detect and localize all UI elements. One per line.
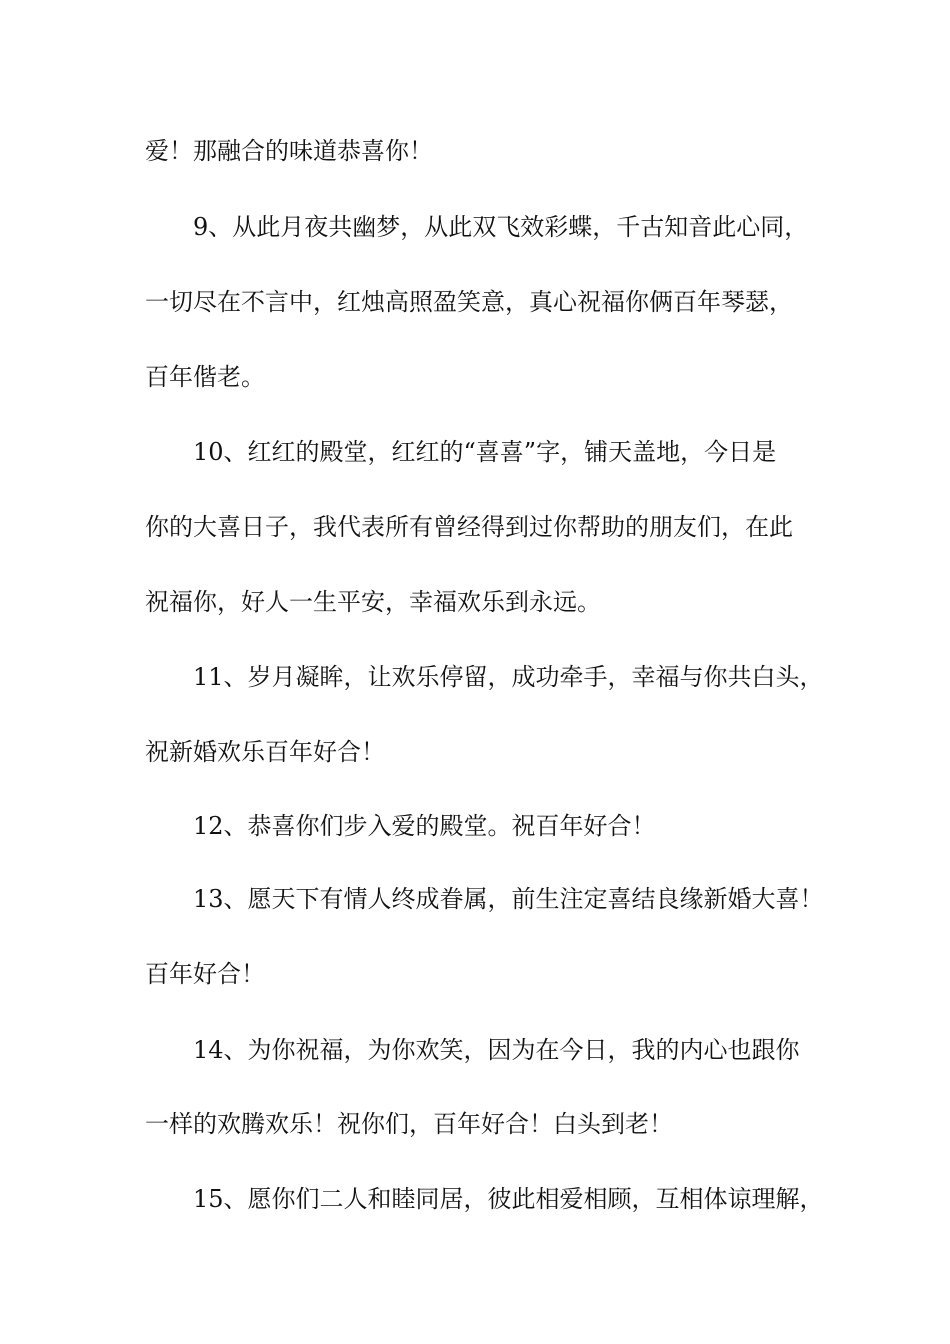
paragraph-15-line: 15、愿你们二人和睦同居，彼此相爱相顾，互相体谅理解， (193, 1185, 824, 1213)
paragraph-9-line: 9、从此月夜共幽梦，从此双飞效彩蝶，千古知音此心同， (193, 213, 809, 241)
text-line: 一切尽在不言中，红烛高照盈笑意，真心祝福你俩百年琴瑟， (145, 288, 793, 316)
text-line: 爱！那融合的味道恭喜你！ (145, 137, 433, 165)
text-line: 百年偕老。 (145, 363, 265, 391)
paragraph-10-line: 10、红红的殿堂，红红的“喜喜”字，铺天盖地，今日是 (193, 438, 777, 466)
text-line: 祝福你，好人一生平安，幸福欢乐到永远。 (145, 588, 601, 616)
text-line: 百年好合！ (145, 960, 265, 988)
paragraph-11-line: 11、岁月凝眸，让欢乐停留，成功牵手，幸福与你共白头， (193, 663, 824, 691)
text-line: 你的大喜日子，我代表所有曾经得到过你帮助的朋友们，在此 (145, 513, 793, 541)
paragraph-14-line: 14、为你祝福，为你欢笑，因为在今日，我的内心也跟你 (193, 1036, 800, 1064)
paragraph-12-line: 12、恭喜你们步入爱的殿堂。祝百年好合！ (193, 812, 656, 840)
paragraph-13-line: 13、愿天下有情人终成眷属，前生注定喜结良缘新婚大喜！ (193, 885, 824, 913)
text-line: 一样的欢腾欢乐！祝你们，百年好合！白头到老！ (145, 1110, 673, 1138)
text-line: 祝新婚欢乐百年好合！ (145, 738, 385, 766)
